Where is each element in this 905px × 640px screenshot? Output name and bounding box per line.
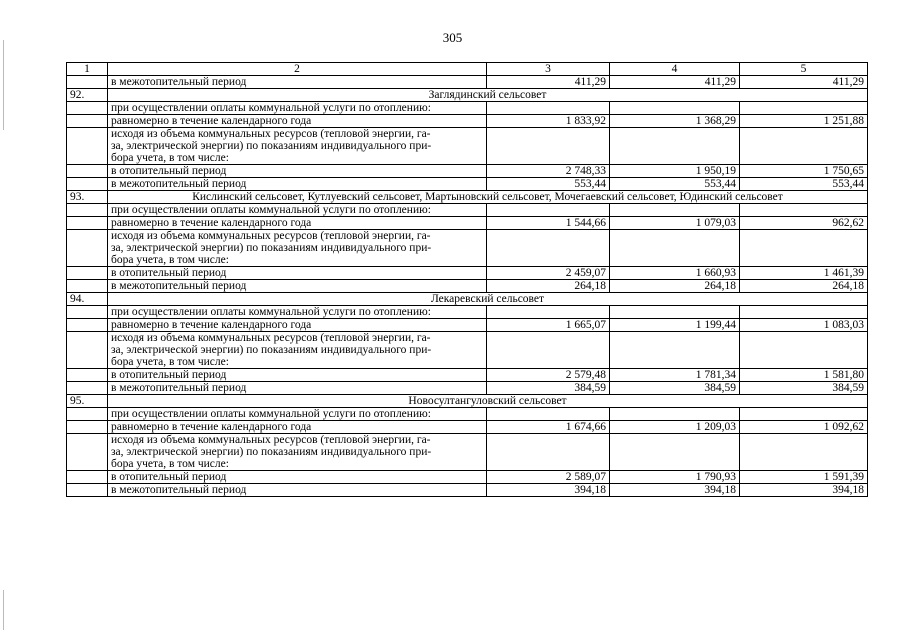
- row-label-line: бора учета, в том числе:: [111, 356, 229, 368]
- value-cell: 1 209,03: [610, 421, 740, 434]
- value-cell: [740, 408, 868, 421]
- row-number-cell: [67, 76, 108, 89]
- row-number-cell: [67, 204, 108, 217]
- value-cell: 2 748,33: [487, 165, 610, 178]
- row-label: [108, 128, 487, 165]
- row-label-line: за, электрической энергии) по показаниям индивидуального при-: [111, 344, 432, 356]
- section-number: 95.: [67, 395, 108, 408]
- row-number-cell: [67, 484, 108, 497]
- value-cell: 1 750,65: [740, 165, 868, 178]
- row-number-cell: [67, 178, 108, 191]
- row-number-cell: [67, 267, 108, 280]
- value-cell: 1 665,07: [487, 319, 610, 332]
- value-cell: 394,18: [610, 484, 740, 497]
- column-number: 5: [740, 63, 868, 76]
- row-number-cell: [67, 230, 108, 267]
- value-cell: [487, 408, 610, 421]
- value-cell: [487, 434, 610, 471]
- value-cell: 264,18: [610, 280, 740, 293]
- row-number-cell: [67, 165, 108, 178]
- column-number: 3: [487, 63, 610, 76]
- column-number-row: [67, 63, 868, 76]
- value-cell: 2 579,48: [487, 369, 610, 382]
- value-cell: 264,18: [740, 280, 868, 293]
- value-cell: [487, 306, 610, 319]
- value-cell: 1 199,44: [610, 319, 740, 332]
- table-row: [67, 332, 868, 369]
- value-cell: [740, 204, 868, 217]
- row-label: в межотопительный период: [108, 484, 487, 497]
- table-row: [67, 102, 868, 115]
- row-label-line: исходя из объема коммунальных ресурсов (тепловой энергии, га-: [111, 332, 431, 344]
- value-cell: 553,44: [610, 178, 740, 191]
- value-cell: 1 079,03: [610, 217, 740, 230]
- value-cell: 553,44: [740, 178, 868, 191]
- value-cell: [740, 434, 868, 471]
- row-label: в межотопительный период: [108, 280, 487, 293]
- value-cell: [740, 306, 868, 319]
- row-label-line: бора учета, в том числе:: [111, 254, 229, 266]
- row-number-cell: [67, 382, 108, 395]
- value-cell: 411,29: [740, 76, 868, 89]
- value-cell: 394,18: [740, 484, 868, 497]
- value-cell: [610, 102, 740, 115]
- row-label: при осуществлении оплаты коммунальной услуги по отоплению:: [108, 204, 487, 217]
- row-label: равномерно в течение календарного года: [108, 319, 487, 332]
- value-cell: 962,62: [740, 217, 868, 230]
- row-number-cell: [67, 369, 108, 382]
- value-cell: 1 544,66: [487, 217, 610, 230]
- value-cell: 384,59: [487, 382, 610, 395]
- column-number: 4: [610, 63, 740, 76]
- value-cell: [610, 230, 740, 267]
- value-cell: 1 083,03: [740, 319, 868, 332]
- value-cell: [740, 230, 868, 267]
- row-label-line: исходя из объема коммунальных ресурсов (тепловой энергии, га-: [111, 128, 431, 140]
- value-cell: 1 461,39: [740, 267, 868, 280]
- row-number-cell: [67, 434, 108, 471]
- row-label-line: бора учета, в том числе:: [111, 458, 229, 470]
- section-title-row: [67, 293, 868, 306]
- row-number-cell: [67, 217, 108, 230]
- tariff-table: [66, 62, 868, 497]
- scan-edge-mark: [3, 40, 4, 130]
- row-label: равномерно в течение календарного года: [108, 421, 487, 434]
- row-label: при осуществлении оплаты коммунальной услуги по отоплению:: [108, 408, 487, 421]
- row-number-cell: [67, 102, 108, 115]
- row-label: в межотопительный период: [108, 382, 487, 395]
- table-row: [67, 115, 868, 128]
- table-row: [67, 382, 868, 395]
- value-cell: 384,59: [610, 382, 740, 395]
- section-title-row: [67, 395, 868, 408]
- value-cell: [740, 128, 868, 165]
- table-row: [67, 421, 868, 434]
- value-cell: 1 660,93: [610, 267, 740, 280]
- row-number-cell: [67, 128, 108, 165]
- value-cell: 1 781,34: [610, 369, 740, 382]
- value-cell: [610, 306, 740, 319]
- section-title: Новосултангуловский сельсовет: [108, 395, 868, 408]
- table-row: [67, 306, 868, 319]
- value-cell: [610, 332, 740, 369]
- value-cell: [610, 434, 740, 471]
- section-number: 92.: [67, 89, 108, 102]
- value-cell: 1 833,92: [487, 115, 610, 128]
- row-label: [108, 332, 487, 369]
- row-number-cell: [67, 408, 108, 421]
- section-title-row: [67, 191, 868, 204]
- value-cell: 1 092,62: [740, 421, 868, 434]
- row-number-cell: [67, 471, 108, 484]
- value-cell: [487, 230, 610, 267]
- page-number: 305: [442, 30, 463, 45]
- value-cell: 1 674,66: [487, 421, 610, 434]
- row-label-line: за, электрической энергии) по показаниям индивидуального при-: [111, 140, 432, 152]
- value-cell: [610, 408, 740, 421]
- row-label: в отопительный период: [108, 165, 487, 178]
- section-title: Кислинский сельсовет, Кутлуевский сельсовет, Мартыновский сельсовет, Мочегаевский сельсовет, Юдинский сельсовет: [108, 191, 868, 204]
- row-label-line: исходя из объема коммунальных ресурсов (тепловой энергии, га-: [111, 434, 431, 446]
- value-cell: [487, 102, 610, 115]
- value-cell: 2 459,07: [487, 267, 610, 280]
- row-label: [108, 230, 487, 267]
- row-number-cell: [67, 421, 108, 434]
- section-number: 93.: [67, 191, 108, 204]
- value-cell: 2 589,07: [487, 471, 610, 484]
- table-row: [67, 230, 868, 267]
- value-cell: [487, 204, 610, 217]
- row-label-line: за, электрической энергии) по показаниям индивидуального при-: [111, 446, 432, 458]
- row-number-cell: [67, 332, 108, 369]
- value-cell: 1 950,19: [610, 165, 740, 178]
- table-row: [67, 217, 868, 230]
- section-title: Заглядинский сельсовет: [108, 89, 868, 102]
- row-label-line: за, электрической энергии) по показаниям индивидуального при-: [111, 242, 432, 254]
- value-cell: [610, 128, 740, 165]
- table-row: [67, 204, 868, 217]
- value-cell: 394,18: [487, 484, 610, 497]
- table-row: [67, 484, 868, 497]
- value-cell: [487, 332, 610, 369]
- table-row: [67, 178, 868, 191]
- value-cell: [487, 128, 610, 165]
- value-cell: [610, 204, 740, 217]
- value-cell: 1 790,93: [610, 471, 740, 484]
- table-row: [67, 408, 868, 421]
- tariff-table-body: [67, 63, 868, 497]
- table-row: [67, 267, 868, 280]
- row-label: в отопительный период: [108, 471, 487, 484]
- value-cell: 384,59: [740, 382, 868, 395]
- table-row: [67, 471, 868, 484]
- row-label: в отопительный период: [108, 369, 487, 382]
- row-label-line: бора учета, в том числе:: [111, 152, 229, 164]
- row-label: равномерно в течение календарного года: [108, 115, 487, 128]
- row-label: равномерно в течение календарного года: [108, 217, 487, 230]
- table-row: [67, 76, 868, 89]
- table-row: [67, 165, 868, 178]
- value-cell: 1 368,29: [610, 115, 740, 128]
- value-cell: [740, 102, 868, 115]
- row-label: в межотопительный период: [108, 76, 487, 89]
- scan-edge-mark: [3, 590, 4, 630]
- value-cell: 553,44: [487, 178, 610, 191]
- value-cell: 411,29: [610, 76, 740, 89]
- table-row: [67, 369, 868, 382]
- table-row: [67, 434, 868, 471]
- row-number-cell: [67, 306, 108, 319]
- row-number-cell: [67, 115, 108, 128]
- row-label: [108, 434, 487, 471]
- section-title-row: [67, 89, 868, 102]
- section-number: 94.: [67, 293, 108, 306]
- row-label: в межотопительный период: [108, 178, 487, 191]
- row-number-cell: [67, 319, 108, 332]
- column-number: 1: [67, 63, 108, 76]
- value-cell: 1 251,88: [740, 115, 868, 128]
- row-label-line: исходя из объема коммунальных ресурсов (тепловой энергии, га-: [111, 230, 431, 242]
- table-row: [67, 319, 868, 332]
- row-number-cell: [67, 280, 108, 293]
- value-cell: [740, 332, 868, 369]
- table-row: [67, 280, 868, 293]
- value-cell: 1 581,80: [740, 369, 868, 382]
- row-label: при осуществлении оплаты коммунальной услуги по отоплению:: [108, 306, 487, 319]
- table-row: [67, 128, 868, 165]
- row-label: в отопительный период: [108, 267, 487, 280]
- column-number: 2: [108, 63, 487, 76]
- value-cell: 411,29: [487, 76, 610, 89]
- section-title: Лекаревский сельсовет: [108, 293, 868, 306]
- value-cell: 264,18: [487, 280, 610, 293]
- row-label: при осуществлении оплаты коммунальной услуги по отоплению:: [108, 102, 487, 115]
- value-cell: 1 591,39: [740, 471, 868, 484]
